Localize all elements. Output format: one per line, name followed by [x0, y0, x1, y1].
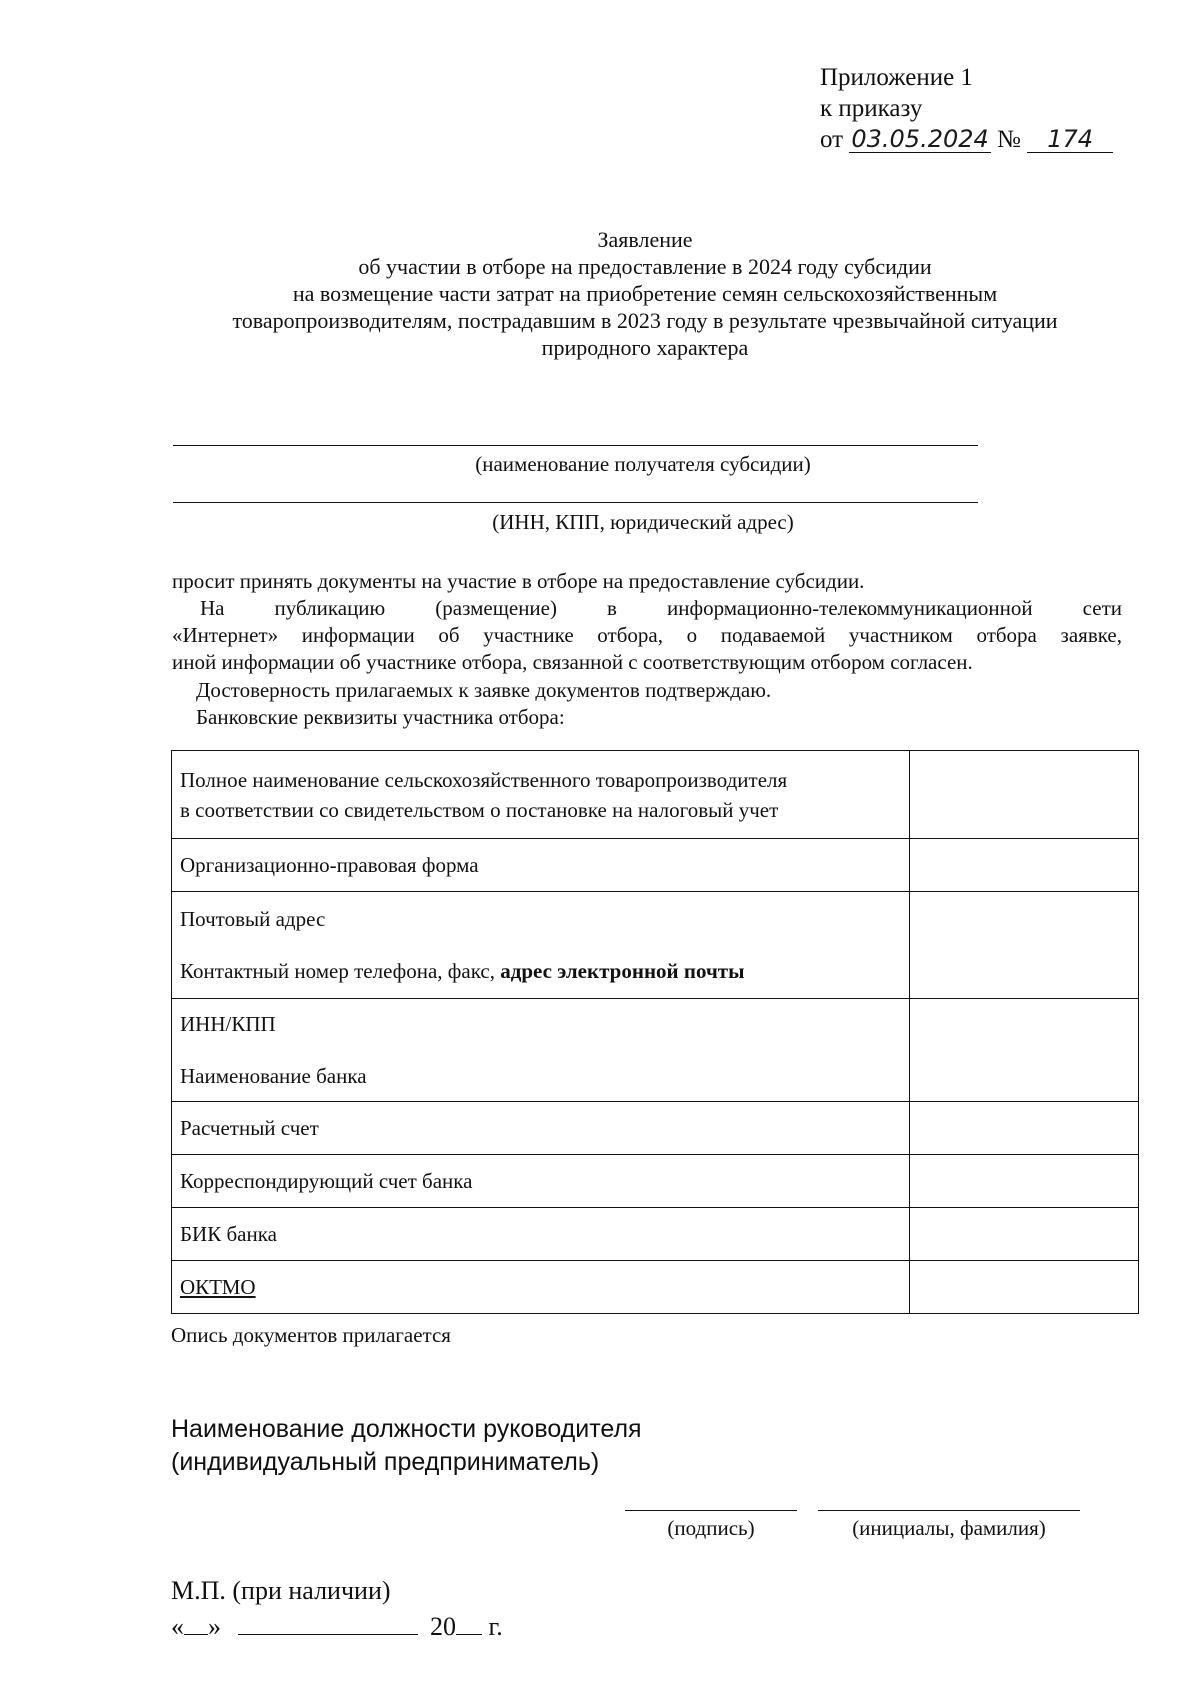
consent-line-3: иной информации об участнике отбора, связанной с соответствующим отбором согласен.: [172, 650, 973, 674]
recipient-name-caption: (наименование получателя субсидии): [475, 452, 811, 476]
corr-account-label: Корреспондирующий счет банка: [172, 1155, 910, 1208]
recipient-name-line: [173, 445, 978, 446]
table-row: [172, 1208, 1139, 1261]
table-row: [172, 999, 1139, 1102]
annex-number-label: №: [997, 126, 1021, 153]
address-contacts-label: [172, 892, 910, 999]
table-row: [172, 892, 1139, 999]
signature-caption: (подпись): [667, 1516, 755, 1540]
signer-position: [171, 1413, 642, 1479]
bank-details-label: Банковские реквизиты участника отбора:: [196, 705, 565, 729]
initials-line: [818, 1510, 1080, 1511]
stamp-date-block: [171, 1573, 503, 1645]
address-contacts-value[interactable]: [910, 892, 1139, 999]
signature-line: [625, 1510, 797, 1511]
oktmo-label-cell: [172, 1261, 910, 1314]
legal-form-value[interactable]: [910, 839, 1139, 892]
account-label: Расчетный счет: [172, 1102, 910, 1155]
bank-name-label: Наименование банка: [180, 1063, 367, 1088]
year-blank[interactable]: [456, 1614, 482, 1635]
year-suffix: г.: [488, 1612, 503, 1641]
table-row: [172, 751, 1139, 839]
signer-position-line-1: Наименование должности руководителя: [171, 1415, 642, 1443]
title-line-4: товаропроизводителям, пострадавшим в 2023 году в результате чрезвычайной ситуации: [232, 308, 1058, 333]
stamp-label: М.П. (при наличии): [171, 1576, 391, 1605]
table-row: [172, 1261, 1139, 1314]
inn-bank-label: [172, 999, 910, 1102]
consent-line-1: На публикацию (размещение) в информационно-телекоммуникационной сети: [200, 596, 1122, 620]
initials-caption: (инициалы, фамилия): [852, 1516, 1046, 1540]
consent-line-2: «Интернет» информации об участнике отбора, о подаваемой участником отбора заявке,: [172, 623, 1122, 647]
account-value[interactable]: [910, 1102, 1139, 1155]
year-prefix: 20: [430, 1612, 456, 1641]
contacts-label-bold: адрес электронной почты: [500, 958, 745, 983]
annex-number: 174: [1027, 126, 1113, 153]
title-line-2: об участии в отборе на предоставление в 2024 году субсидии: [358, 254, 932, 279]
inn-address-caption: (ИНН, КПП, юридический адрес): [492, 510, 794, 534]
quote-open: «: [171, 1612, 184, 1641]
oktmo-value[interactable]: [910, 1261, 1139, 1314]
oktmo-label: ОКТМО: [180, 1274, 256, 1299]
annex-date-number: [820, 124, 1113, 155]
postal-address-label: Почтовый адрес: [180, 906, 326, 931]
month-blank[interactable]: [238, 1614, 418, 1635]
full-name-label-line-1: Полное наименование сельскохозяйственного товаропроизводителя: [180, 767, 788, 792]
corr-account-value[interactable]: [910, 1155, 1139, 1208]
table-row: [172, 839, 1139, 892]
annex-title: Приложение 1: [820, 64, 973, 91]
bank-details-table: [171, 750, 1139, 1314]
signer-position-line-2: (индивидуальный предприниматель): [171, 1448, 600, 1476]
bik-value[interactable]: [910, 1208, 1139, 1261]
table-row: [172, 1155, 1139, 1208]
annex-header: [820, 62, 1113, 155]
contacts-label: [180, 959, 901, 984]
inventory-note: Опись документов прилагается: [171, 1323, 451, 1347]
request-text: просит принять документы на участие в отборе на предоставление субсидии.: [172, 569, 865, 593]
date-fill-row: [171, 1609, 503, 1645]
table-row: [172, 1102, 1139, 1155]
title-line-5: природного характера: [541, 335, 749, 360]
title-line-3: на возмещение части затрат на приобретение семян сельскохозяйственным: [292, 281, 998, 306]
inn-bank-value[interactable]: [910, 999, 1139, 1102]
contacts-label-plain: Контактный номер телефона, факс,: [180, 958, 501, 983]
bik-label: БИК банка: [172, 1208, 910, 1261]
title-line-1: Заявление: [597, 227, 693, 252]
annex-date: 03.05.2024: [851, 125, 989, 153]
inn-kpp-label: ИНН/КПП: [180, 1011, 276, 1036]
annex-from-label: от: [820, 126, 844, 153]
document-title: [150, 226, 1140, 361]
inn-address-line: [173, 502, 978, 503]
day-blank[interactable]: [184, 1614, 208, 1635]
annex-order-ref: к приказу: [820, 95, 923, 122]
reliability-text: Достоверность прилагаемых к заявке документов подтверждаю.: [196, 678, 772, 702]
full-name-label: [172, 751, 910, 839]
quote-close: »: [208, 1612, 221, 1641]
legal-form-label: Организационно-правовая форма: [172, 839, 910, 892]
full-name-label-line-2: в соответствии со свидетельством о постановке на налоговый учет: [180, 797, 779, 822]
full-name-value[interactable]: [910, 751, 1139, 839]
